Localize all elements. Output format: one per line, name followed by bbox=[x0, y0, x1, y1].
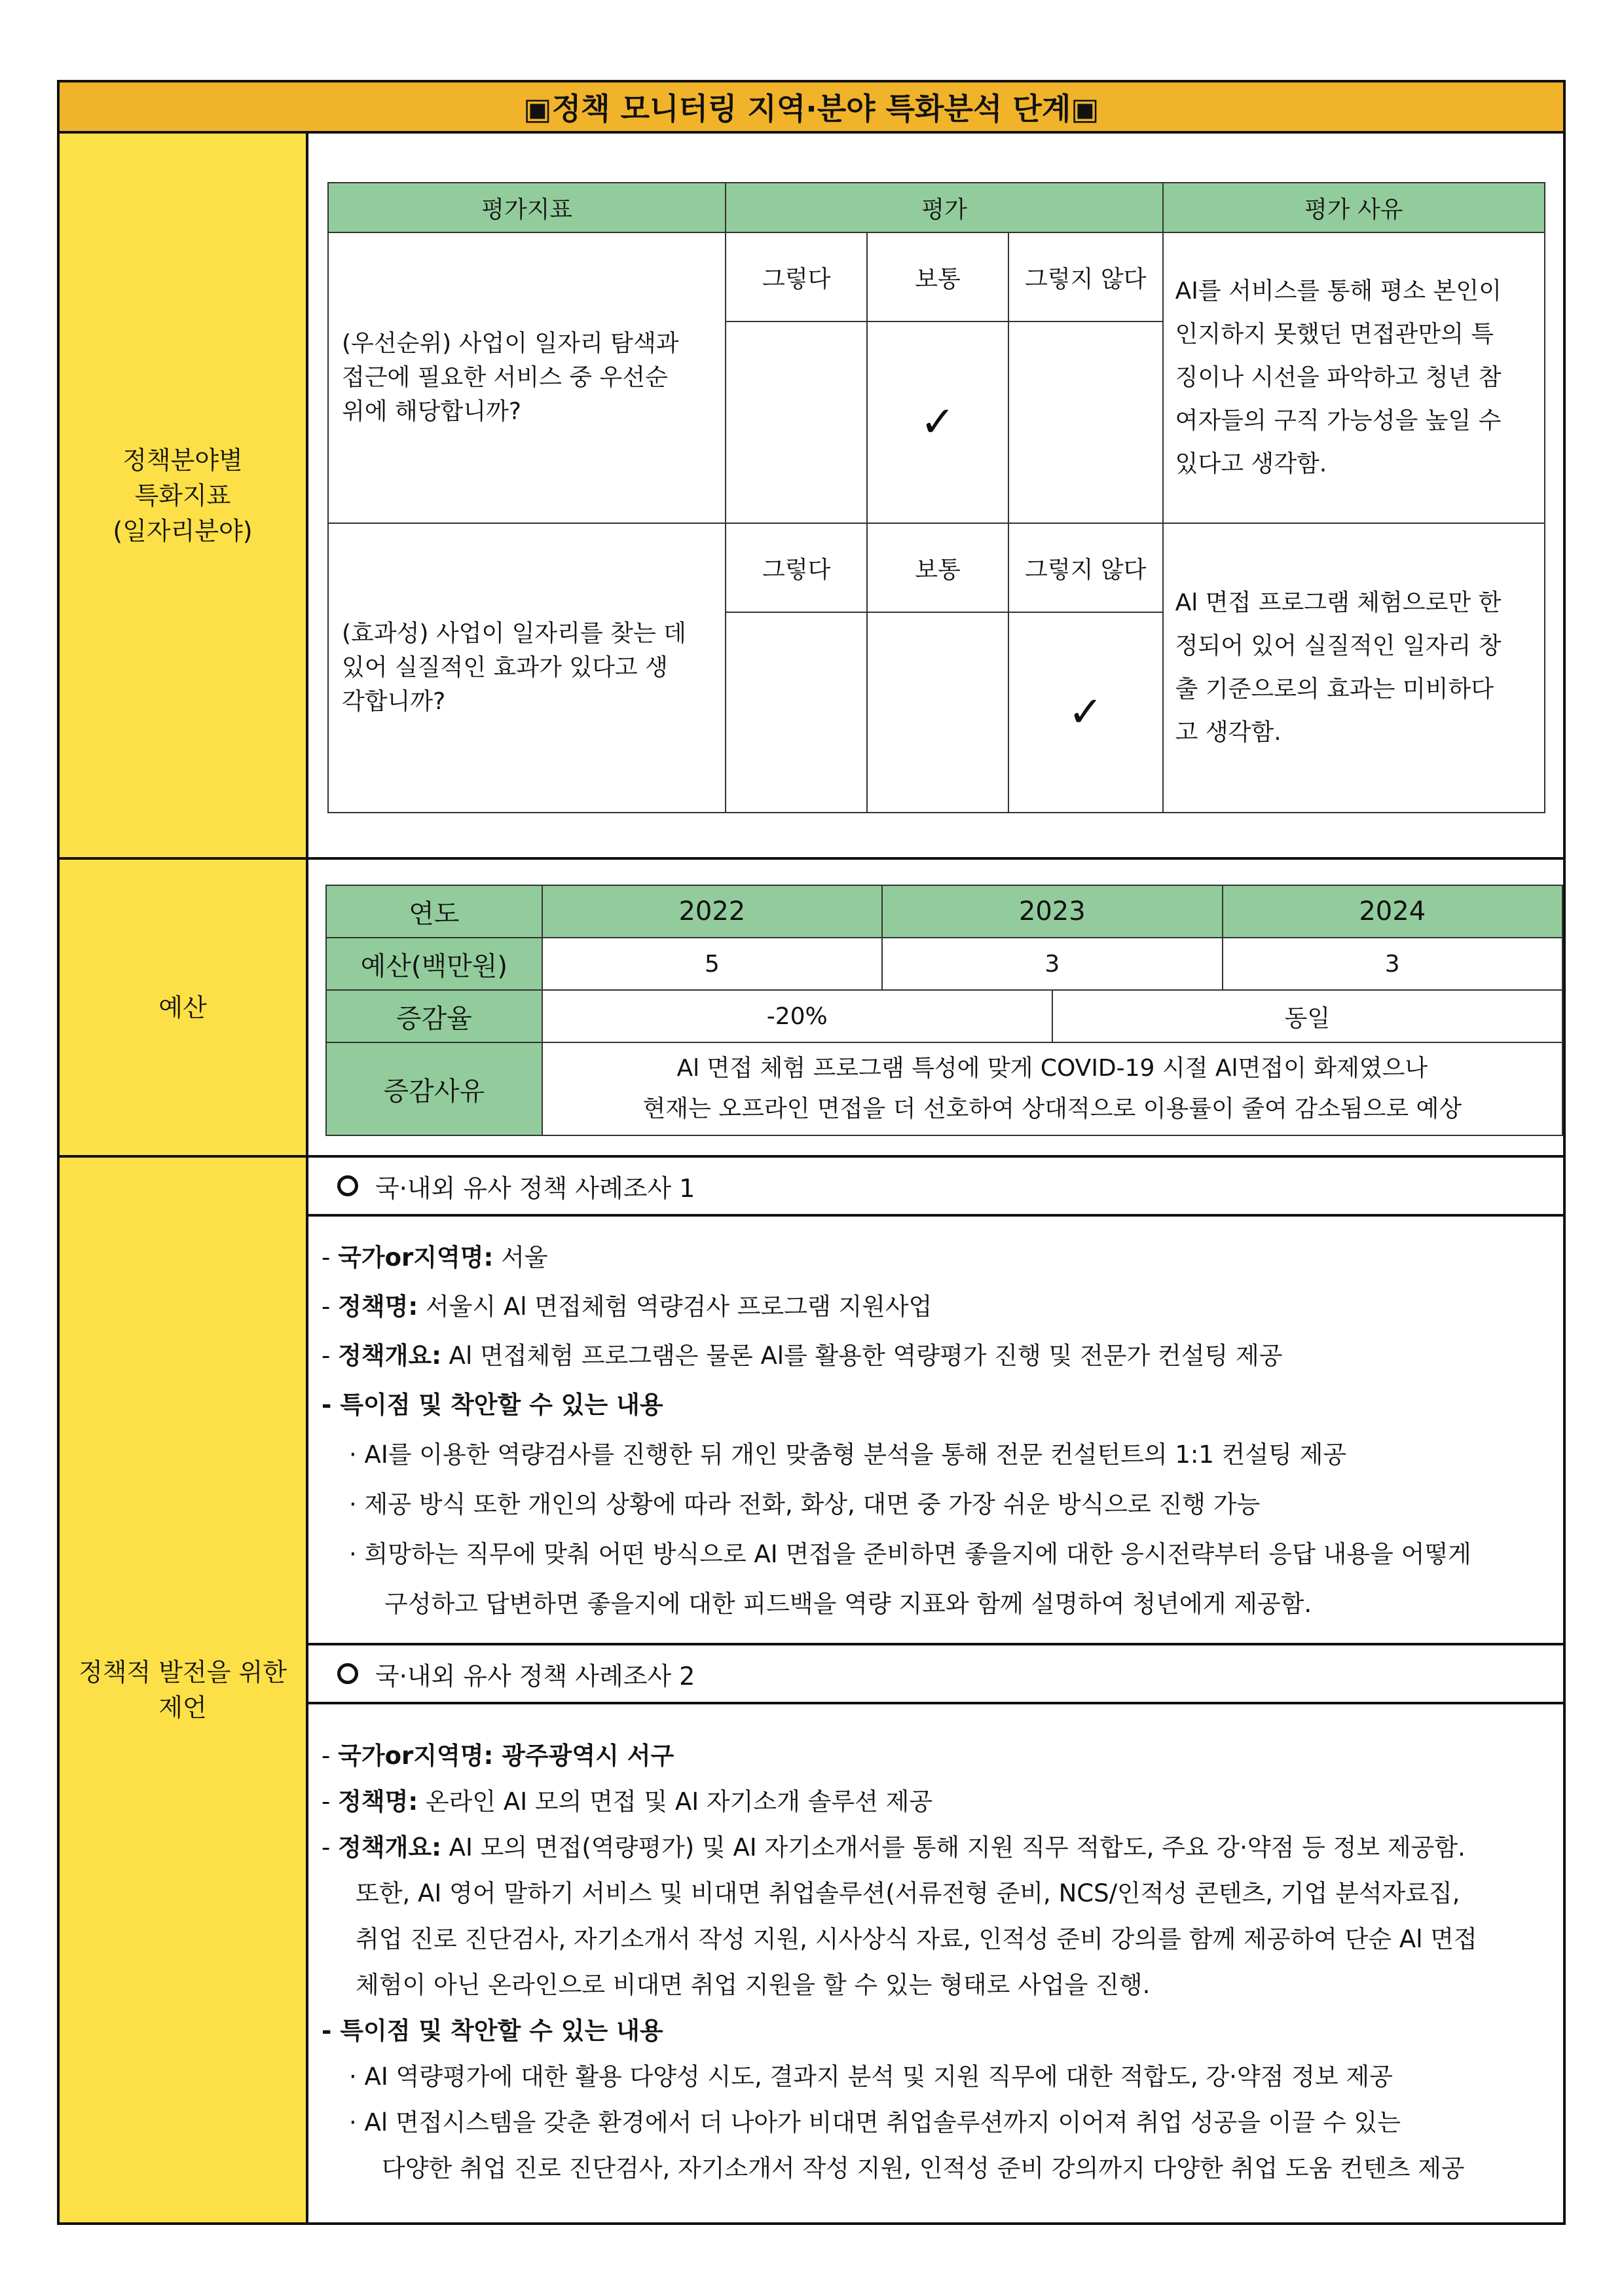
year-2024: 2024 bbox=[1223, 885, 1562, 938]
change-reason: Al 면접 체험 프로그램 특성에 맞게 COVID-19 시절 Al면접이 화제였으나 현재는 오프라인 면접을 더 선호하여 상대적으로 이용률이 줄여 감소됨으로 예상 bbox=[542, 1042, 1562, 1135]
circle-bullet-icon bbox=[337, 1175, 358, 1196]
document-frame bbox=[57, 80, 1566, 2225]
budget-2022: 5 bbox=[542, 938, 882, 990]
case2-policy: - 정책명: 온라인 AI 모의 면접 및 AI 자기소개 솔루션 제공 bbox=[322, 1788, 933, 1816]
change-2024: 동일 bbox=[1052, 990, 1562, 1042]
case2-heading: 국·내외 유사 정책 사례조사 2 bbox=[308, 1645, 1563, 1704]
option-no: 그렇지 않다 bbox=[1008, 232, 1163, 321]
reason-effectiveness: Al 면접 프로그램 체험으로만 한 정되어 있어 실질적인 일자리 창 출 기준으로의 효과는 미비하다 고 생각함. bbox=[1163, 523, 1545, 813]
reason-row-label: 증감사유 bbox=[326, 1042, 542, 1135]
case2-note: · AI 역량평가에 대한 활용 다양성 시도, 결과지 분석 및 지원 직무에 대한 적합도, 강·약점 정보 제공 bbox=[349, 2063, 1393, 2091]
case1-body bbox=[308, 1217, 1563, 1645]
cell-yes bbox=[726, 612, 867, 813]
option-neutral: 보통 bbox=[867, 523, 1008, 612]
budget-2023: 3 bbox=[882, 938, 1222, 990]
case2-notes-heading: - 특이점 및 착안할 수 있는 내용 bbox=[322, 2017, 663, 2045]
reason-priority: AI를 서비스를 통해 평소 본인이 인지하지 못했던 면접관만의 특 징이나 시선을 파악하고 청년 참 여자들의 구직 가능성을 높일 수 있다고 생각함. bbox=[1163, 232, 1545, 523]
case1-country: - 국가or지역명: 서울 bbox=[322, 1243, 548, 1272]
question-priority: (우선순위) 사업이 일자리 탐색과 접근에 필요한 서비스 중 우선순 위에 해당합니까? bbox=[328, 232, 726, 523]
budget-2024: 3 bbox=[1223, 938, 1562, 990]
section-suggestions bbox=[60, 1158, 1563, 2222]
case2-overview-cont: 체험이 아닌 온라인으로 비대면 취업 지원을 할 수 있는 형태로 사업을 진행. bbox=[356, 1971, 1151, 1999]
case2-overview-cont: 또한, AI 영어 말하기 서비스 및 비대면 취업솔루션(서류전형 준비, NCS/인적성 콘텐츠, 기업 분석자료집, bbox=[356, 1879, 1460, 1907]
check-mark: ✓ bbox=[1008, 612, 1163, 813]
header-evaluation: 평가 bbox=[726, 183, 1162, 232]
case1-policy: - 정책명: 서울시 Al 면접체험 역량검사 프로그램 지원사업 bbox=[322, 1293, 932, 1321]
case1-notes-heading: - 특이점 및 착안할 수 있는 내용 bbox=[322, 1391, 663, 1419]
question-effectiveness: (효과성) 사업이 일자리를 찾는 데 있어 실질적인 효과가 있다고 생 각합니까? bbox=[328, 523, 726, 813]
case1-note: · 제공 방식 또한 개인의 상황에 따라 전화, 화상, 대면 중 가장 쉬운 방식으로 진행 가능 bbox=[349, 1490, 1261, 1518]
year-2022: 2022 bbox=[542, 885, 882, 938]
year-2023: 2023 bbox=[882, 885, 1222, 938]
cell-yes bbox=[726, 321, 867, 523]
case1-overview: - 정책개요: Al 면접체험 프로그램은 물론 Al를 활용한 역량평가 진행 및 전문가 컨설팅 제공 bbox=[322, 1342, 1283, 1370]
option-neutral: 보통 bbox=[867, 232, 1008, 321]
cell-no bbox=[1008, 321, 1163, 523]
case2-body bbox=[308, 1704, 1563, 2222]
header-indicator: 평가지표 bbox=[328, 183, 726, 232]
case2-note: · Al 면접시스템을 갖춘 환경에서 더 나아가 비대면 취업솔루션까지 이어져 취업 성공을 이끌 수 있는 bbox=[349, 2108, 1401, 2137]
case2-note: 다양한 취업 진로 진단검사, 자기소개서 작성 지원, 인적성 준비 강의까지 다양한 취업 도움 컨텐츠 제공 bbox=[382, 2154, 1465, 2182]
check-mark: ✓ bbox=[867, 321, 1008, 523]
case2-overview-cont: 취업 진로 진단검사, 자기소개서 작성 지원, 시사상식 자료, 인적성 준비 강의를 함께 제공하여 단순 Al 면접 bbox=[356, 1925, 1477, 1953]
header-reason: 평가 사유 bbox=[1163, 183, 1545, 232]
option-yes: 그렇다 bbox=[726, 523, 867, 612]
option-no: 그렇지 않다 bbox=[1008, 523, 1163, 612]
option-yes: 그렇다 bbox=[726, 232, 867, 321]
case1-note: · 희망하는 직무에 맞춰 어떤 방식으로 AI 면접을 준비하면 좋을지에 대한 응시전략부터 응답 내용을 어떻게 bbox=[349, 1540, 1471, 1568]
case1-note: · AI를 이용한 역량검사를 진행한 뒤 개인 맞춤형 분석을 통해 전문 컨설턴트의 1:1 컨설팅 제공 bbox=[349, 1441, 1347, 1469]
evaluation-table bbox=[327, 182, 1545, 813]
change-row-label: 증감율 bbox=[326, 990, 542, 1042]
suggestions-label: 정책적 발전을 위한 제언 bbox=[60, 1158, 308, 2222]
budget-table bbox=[325, 885, 1563, 1136]
case2-country: - 국가or지역명: 광주광역시 서구 bbox=[322, 1742, 674, 1770]
page-title: ▣정책 모니터링 지역·분야 특화분석 단계▣ bbox=[60, 83, 1563, 134]
circle-bullet-icon bbox=[337, 1663, 358, 1684]
case2-overview: - 정책개요: AI 모의 면접(역량평가) 및 AI 자기소개서를 통해 지원 직무 적합도, 주요 강·약점 등 정보 제공함. bbox=[322, 1833, 1466, 1862]
year-label: 연도 bbox=[326, 885, 542, 938]
cell-neutral bbox=[867, 612, 1008, 813]
section-indicators bbox=[60, 134, 1563, 860]
budget-label: 예산 bbox=[60, 860, 308, 1155]
case1-heading: 국·내외 유사 정책 사례조사 1 bbox=[308, 1158, 1563, 1217]
indicators-label: 정책분야별 특화지표 (일자리분야) bbox=[60, 134, 308, 857]
case1-note: 구성하고 답변하면 좋을지에 대한 피드백을 역량 지표와 함께 설명하여 청년에게 제공함. bbox=[384, 1590, 1312, 1618]
change-2023: -20% bbox=[542, 990, 1052, 1042]
section-budget bbox=[60, 860, 1563, 1158]
budget-row-label: 예산(백만원) bbox=[326, 938, 542, 990]
